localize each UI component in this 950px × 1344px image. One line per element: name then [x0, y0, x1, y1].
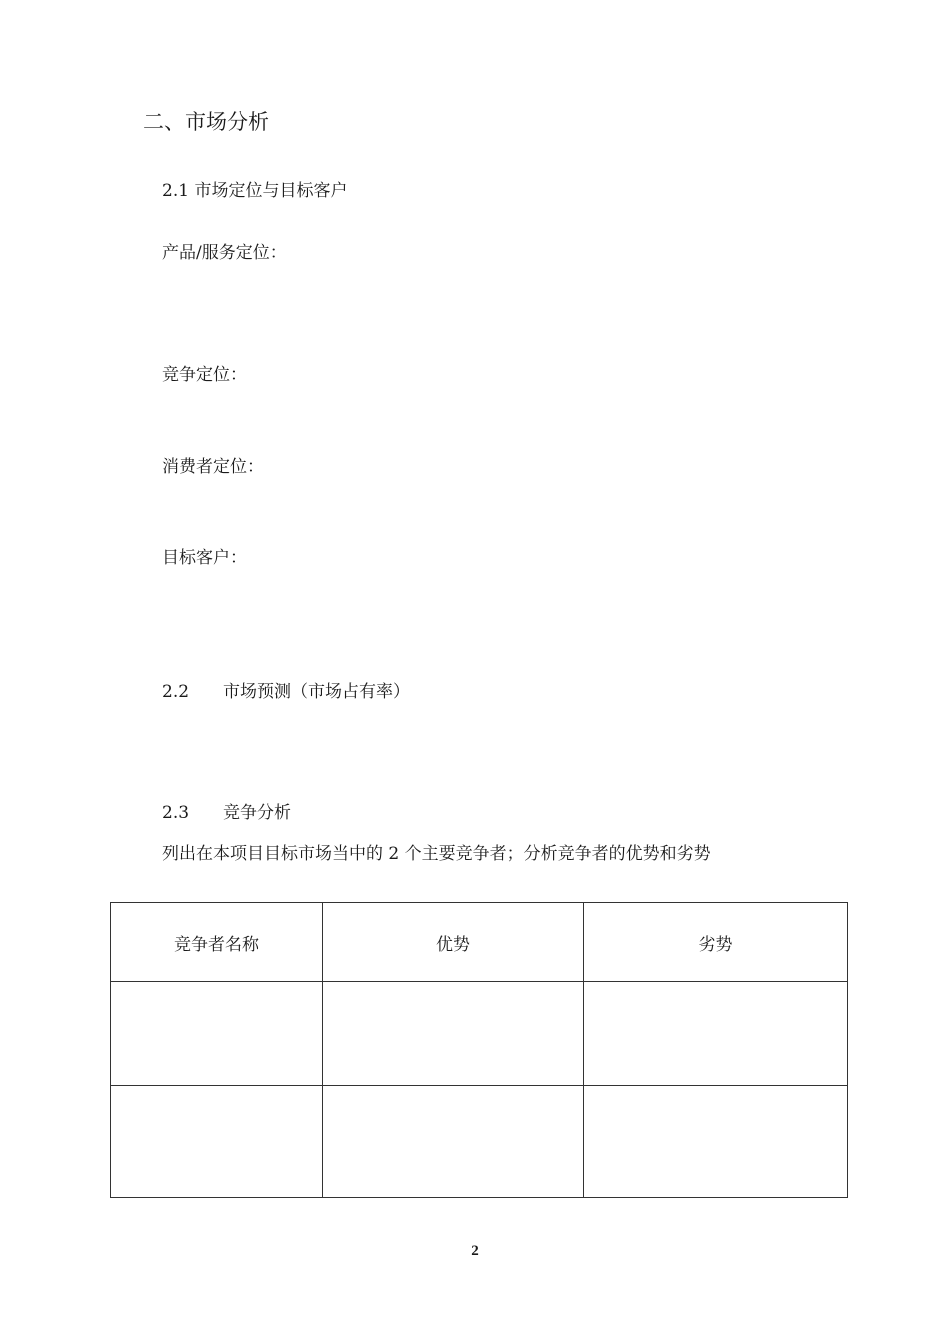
- subsection-2-3-number: 2.3: [162, 803, 190, 823]
- competitor-table: [110, 902, 848, 1198]
- table-row: [111, 1086, 848, 1198]
- table-cell[interactable]: [111, 1086, 323, 1198]
- field-consumer-positioning: 消费者定位：: [162, 457, 264, 477]
- page-number: 2: [471, 1243, 479, 1259]
- section-title: 二、市场分析: [143, 110, 269, 134]
- subsection-2-3-instruction: 列出在本项目目标市场当中的 2 个主要竞争者；分析竞争者的优势和劣势: [162, 844, 711, 864]
- field-competitive-positioning: 竞争定位：: [162, 365, 247, 385]
- table-cell[interactable]: [584, 1086, 848, 1198]
- subsection-2-1-heading: 2.1 市场定位与目标客户: [162, 181, 348, 201]
- subsection-2-3-title: 竞争分析: [223, 803, 292, 823]
- subsection-2-3-heading: [162, 805, 291, 822]
- header-strengths: 优势: [323, 903, 584, 982]
- table-cell[interactable]: [323, 982, 584, 1086]
- field-product-positioning: 产品/服务定位：: [162, 243, 287, 263]
- header-competitor-name: 竞争者名称: [111, 903, 323, 982]
- field-target-customers: 目标客户：: [162, 548, 247, 568]
- header-weaknesses: 劣势: [584, 903, 848, 982]
- table-cell[interactable]: [323, 1086, 584, 1198]
- table-cell[interactable]: [111, 982, 323, 1086]
- subsection-2-2-number: 2.2: [162, 682, 190, 702]
- table-header-row: [111, 903, 848, 982]
- table-cell[interactable]: [584, 982, 848, 1086]
- table-row: [111, 982, 848, 1086]
- subsection-2-2-heading: [162, 684, 410, 701]
- subsection-2-2-title: 市场预测（市场占有率）: [223, 682, 411, 702]
